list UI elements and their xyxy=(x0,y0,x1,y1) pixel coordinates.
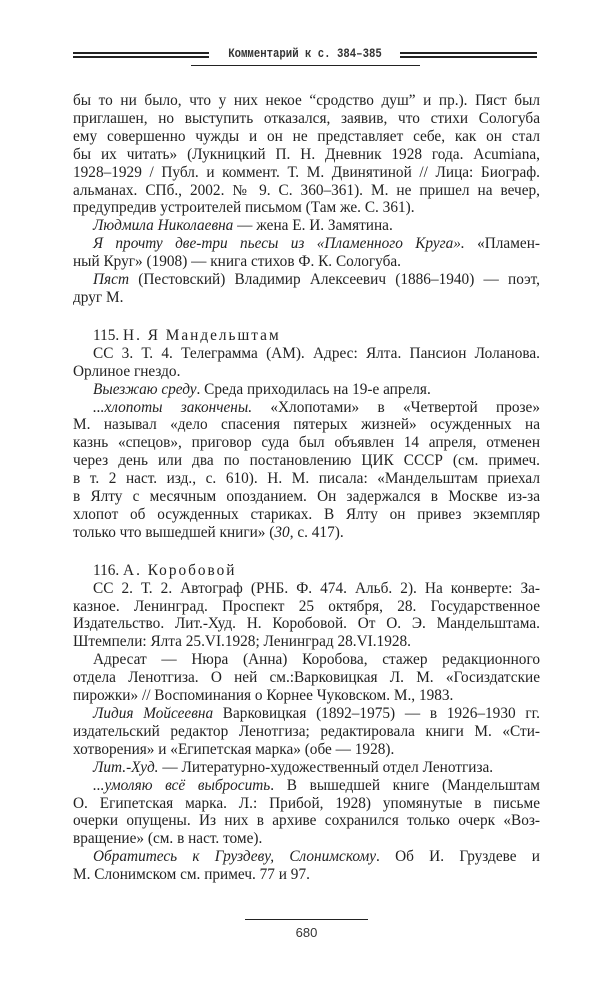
paragraph xyxy=(73,705,540,759)
text-line xyxy=(73,795,540,813)
text-line xyxy=(73,848,540,866)
text-line xyxy=(73,506,540,524)
paragraph xyxy=(73,848,540,884)
text-line xyxy=(73,488,540,506)
text-line xyxy=(73,741,540,759)
text-run: хлопот об осужденных стариках. В Ялту он привез экземпляр xyxy=(73,505,540,523)
paragraph xyxy=(73,651,540,705)
text-line xyxy=(73,271,540,289)
text-line xyxy=(73,580,540,598)
italic-lemma: Я прочту две-три пьесы из «Пламенного Круга». xyxy=(93,235,465,253)
text-line xyxy=(73,687,540,705)
italic-lemma: Лидия Мойсеевна xyxy=(93,705,214,722)
text-run: М. Слонимском см. примеч. 77 и 97. xyxy=(73,866,310,884)
italic-lemma: Пяст xyxy=(93,271,129,289)
text-line xyxy=(73,812,540,830)
text-line xyxy=(73,146,540,164)
note-number: 115. xyxy=(93,326,120,344)
text-run: . Среда приходилась на 19-е апреля. xyxy=(196,380,431,398)
text-run: хотворения» и «Египетская марка» (обе — 1928). xyxy=(73,740,395,758)
text-line xyxy=(73,199,540,217)
paragraph xyxy=(73,399,540,542)
text-line xyxy=(73,524,540,542)
text-run: Издательство. Лит.-Худ. Н. Коробовой. От О. Э. Мандельштама. xyxy=(73,615,540,633)
italic-lemma: ...хлопоты закончены. xyxy=(93,398,253,416)
text-run: очерки опущены. Из них в архиве сохранился только очерк «Воз- xyxy=(73,812,540,830)
text-run: «Хлопотами» в «Четвертой прозе» xyxy=(252,398,540,416)
text-run: вращение» (см. в наст. томе). xyxy=(73,830,263,848)
text-line xyxy=(73,363,540,381)
text-run: «Пламен- xyxy=(464,235,540,253)
text-run: в т. 2 наст. изд., с. 610). Н. М. писала: «Мандельштам приехал xyxy=(73,470,540,488)
text-line xyxy=(73,128,540,146)
text-line xyxy=(73,92,540,110)
header-double-rule-right xyxy=(400,52,537,58)
text-run: казнь «спецов», приговор суда был объявлен 14 апреля, отменен xyxy=(73,434,540,452)
text-line xyxy=(73,651,540,669)
note-number: 116. xyxy=(93,561,120,579)
page-number: 680 xyxy=(295,925,318,940)
text-run: ему совершенно чужды и он не представляет себе, как он стал xyxy=(73,127,540,145)
paragraph xyxy=(73,381,540,399)
text-run: СС 2. Т. 2. Автограф (РНБ. Ф. 474. Альб. 2). На конверте: За- xyxy=(93,579,540,597)
text-line xyxy=(73,633,540,651)
text-run: только что вышедшей книги» ( xyxy=(73,523,275,541)
paragraph xyxy=(73,217,540,235)
note-section xyxy=(73,92,540,307)
note-heading xyxy=(73,327,540,345)
italic-lemma: Лит.-Худ. xyxy=(93,758,159,776)
text-line xyxy=(73,399,540,417)
text-line xyxy=(73,164,540,182)
text-line xyxy=(73,345,540,363)
italic-lemma: ...умоляю всё выбросить xyxy=(93,776,271,794)
text-run: (Пестовский) Владимир Алексеевич (1886–1940) — поэт, xyxy=(129,271,540,289)
text-line xyxy=(73,705,540,723)
italic-lemma: Обратитесь к Груздеву, Слонимскому xyxy=(93,848,377,866)
text-run: бы их читать» (Лукницкий П. Н. Дневник 1928 года. Acumiana, xyxy=(73,145,540,163)
text-line xyxy=(73,289,540,307)
text-line xyxy=(73,723,540,741)
text-run: 1928–1929 / Публ. и коммент. Т. М. Двинятиной // Лица: Биограф. xyxy=(73,163,540,181)
commentary-body xyxy=(73,92,540,884)
text-run: Адресат — Нюра (Анна) Коробова, стажер редакционного xyxy=(93,651,540,669)
text-run: через день или два по постановлению ЦИК СССР (см. примеч. xyxy=(73,452,540,470)
text-run: Варковицкая (1892–1975) — в 1926–1930 гг. xyxy=(213,705,540,722)
header-underline xyxy=(191,65,420,66)
text-run: — жена Е. И. Замятина. xyxy=(233,217,393,235)
text-line xyxy=(73,615,540,633)
text-run: Орлиное гнездо. xyxy=(73,362,181,380)
text-line xyxy=(73,759,540,777)
text-run: ный Круг» (1908) — книга стихов Ф. К. Сологуба. xyxy=(73,253,401,271)
paragraph xyxy=(73,345,540,381)
text-run: казное. Ленинград. Проспект 25 октября, 28. Государственное xyxy=(73,597,540,615)
text-run: друг М. xyxy=(73,288,124,306)
italic-lemma: Людмила Николаевна xyxy=(93,217,234,235)
text-line xyxy=(73,598,540,616)
text-line xyxy=(73,217,540,235)
paragraph xyxy=(73,271,540,307)
text-line xyxy=(73,416,540,434)
paragraph xyxy=(73,759,540,777)
text-run: . В вышедшей книге (Мандельштам xyxy=(270,776,540,794)
note-heading xyxy=(73,562,540,580)
text-run: СС 3. Т. 4. Телеграмма (АМ). Адрес: Ялта. Пансион Лоланова. xyxy=(93,344,540,362)
text-run: в Ялту с месячным опозданием. Он задержался в Москве из-за xyxy=(73,488,540,506)
text-run: пирожки» // Воспоминания о Корнее Чуковском. М., 1983. xyxy=(73,687,454,705)
note-addressee: Н. Я Мандельштам xyxy=(123,326,281,344)
paragraph xyxy=(73,777,540,849)
text-run: альманах. СПб., 2002. № 9. С. 360–361). М. не пришел на вечер, xyxy=(73,181,540,199)
text-run: М. называл «дело спасения пятерых жизней» осужденных на xyxy=(73,416,540,434)
text-run: . Об И. Груздеве и xyxy=(376,848,540,866)
text-run: бы то ни было, что у них некое “сродство душ” и пр.). Пяст был xyxy=(73,92,540,109)
text-line xyxy=(73,669,540,687)
text-line xyxy=(73,235,540,253)
text-line xyxy=(73,470,540,488)
italic-lemma: Выезжаю среду xyxy=(93,380,197,398)
paragraph xyxy=(73,92,540,217)
text-line xyxy=(73,110,540,128)
text-run: , с. 417). xyxy=(289,523,344,541)
text-line xyxy=(73,777,540,795)
text-line xyxy=(73,253,540,271)
text-run: приглашен, но выступить отказался, заявив, что стихи Сологуба xyxy=(73,109,540,127)
text-run: предупредив устроителей письмом (Там же. С. 361). xyxy=(73,199,415,217)
text-line xyxy=(73,381,540,399)
text-line xyxy=(73,830,540,848)
text-line xyxy=(73,434,540,452)
text-run: издательский редактор Ленотгиза; редактировала книги М. «Сти- xyxy=(73,722,540,740)
text-run: О. Египетская марка. Л.: Прибой, 1928) упомянутые в письме xyxy=(73,794,540,812)
note-section xyxy=(73,562,540,884)
footer-rule xyxy=(245,919,368,920)
text-line xyxy=(73,866,540,884)
paragraph xyxy=(73,235,540,271)
text-line xyxy=(73,452,540,470)
italic-lemma: 30 xyxy=(274,523,290,541)
running-header-title: Комментарий к с. 384–385 xyxy=(228,46,382,61)
text-run: — Литературно-художественный отдел Ленотгиза. xyxy=(158,758,494,776)
note-section xyxy=(73,327,540,542)
text-run: отдела Ленотгиза. О ней см.:Варковицкая Л. М. «Госиздатские xyxy=(73,669,540,687)
text-run: Штемпели: Ялта 25.VI.1928; Ленинград 28.VI.1928. xyxy=(73,633,411,651)
paragraph xyxy=(73,580,540,652)
text-line xyxy=(73,182,540,200)
note-addressee: А. Коробовой xyxy=(123,561,237,579)
